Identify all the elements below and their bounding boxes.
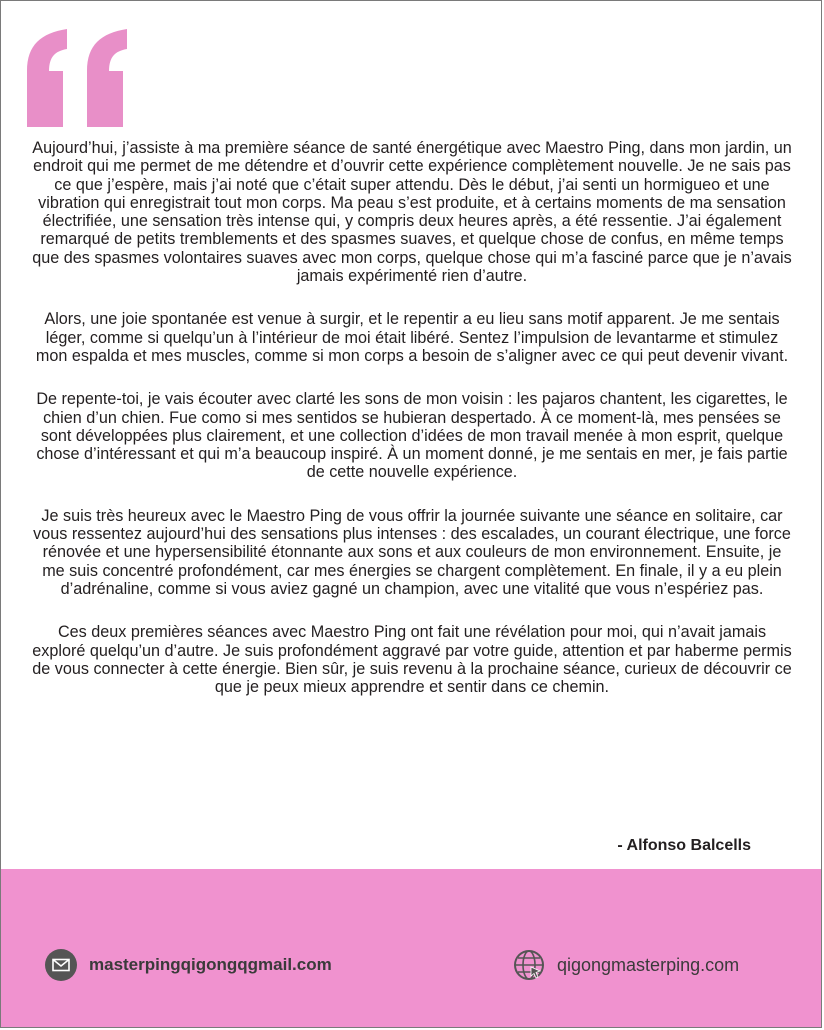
testimonial-paragraph-1: Aujourd’hui, j’assiste à ma première séance de santé énergétique avec Maestro Ping, dans mon jardin, un endroit qui me permet de me détendre et d’ouvrir cette expérience complètement nouvelle. Je ne sais pas ce que j’espère, mais j’ai noté que c’était super attendu. Dès le début, j’ai senti un hormigueo et une vibration qui enregistrait tout mon corps. Ma peau s’est produite, et à certains moments de ma sensation électrifiée, une sensation très intense qui, y compris deux heures après, a été ressentie. J’ai également remarqué de petits tremblements et des spasmes suaves, et quelque chose de confus, en même temps que des spasmes volontaires suaves avec mon corps, quelque chose qui m’a fasciné parce que je n’avais jamais expérimenté rien d’autre. [32, 139, 792, 286]
testimonial-paragraph-5: Ces deux premières séances avec Maestro Ping ont fait une révélation pour moi, qui n’avait jamais exploré quelqu’un d’autre. Je suis profondément aggravé par votre guide, attention et par haberme permis de vous connecter à cette énergie. Bien sûr, je suis revenu à la prochaine séance, curieux de découvrir ce que je peux mieux apprendre et sentir dans ce chemin. [32, 623, 792, 697]
email-contact[interactable] [45, 949, 332, 981]
envelope-icon [45, 949, 77, 981]
testimonial-paragraph-3: De repente-toi, je vais écouter avec clarté les sons de mon voisin : les pajaros chantent, les cigarettes, le chien d’un chien. Fue como si mes sentidos se hubieran despertado. À ce moment-là, mes pensées se sont développées plus clairement, et une collection d’idées de mon travail menée à mon esprit, quelque chose d’intéressant et qui m’a beaucoup inspiré. À un moment donné, je me sentais en mer, je fais partie de cette nouvelle expérience. [36, 390, 788, 482]
globe-icon [513, 949, 545, 981]
quote-mark-icon [23, 27, 133, 127]
testimonial-author: - Alfonso Balcells [617, 837, 751, 854]
testimonial-body [31, 139, 793, 721]
testimonial-paragraph-2: Alors, une joie spontanée est venue à surgir, et le repentir a eu lieu sans motif apparent. Je me sentais léger, comme si quelqu’un à l’intérieur de moi était libéré. Sentez l’impulsion de levantarme et stimulez mon espalda et mes muscles, comme si mon corps a besoin de s’aligner avec ce qui peut devenir vivant. [35, 310, 789, 365]
website-url[interactable]: qigongmasterping.com [557, 954, 740, 975]
website-contact[interactable] [513, 949, 739, 981]
contact-footer [1, 869, 821, 1027]
testimonial-paragraph-4: Je suis très heureux avec le Maestro Ping de vous offrir la journée suivante une séance en solitaire, car vous ressentez aujourd’hui des sensations plus intenses : des escalades, un courant électrique, une force rénovée et une hypersensibilité étonnante aux sons et aux couleurs de mon environnement. Ensuite, je me suis concentré profondément, car mes énergies se chargent complètement. En finale, il y a eu plein d’adrénaline, comme si vous aviez gagné un champion, avec une vitalité que vous n’espériez pas. [33, 506, 791, 598]
email-address[interactable]: masterpingqigongqgmail.com [89, 955, 332, 974]
